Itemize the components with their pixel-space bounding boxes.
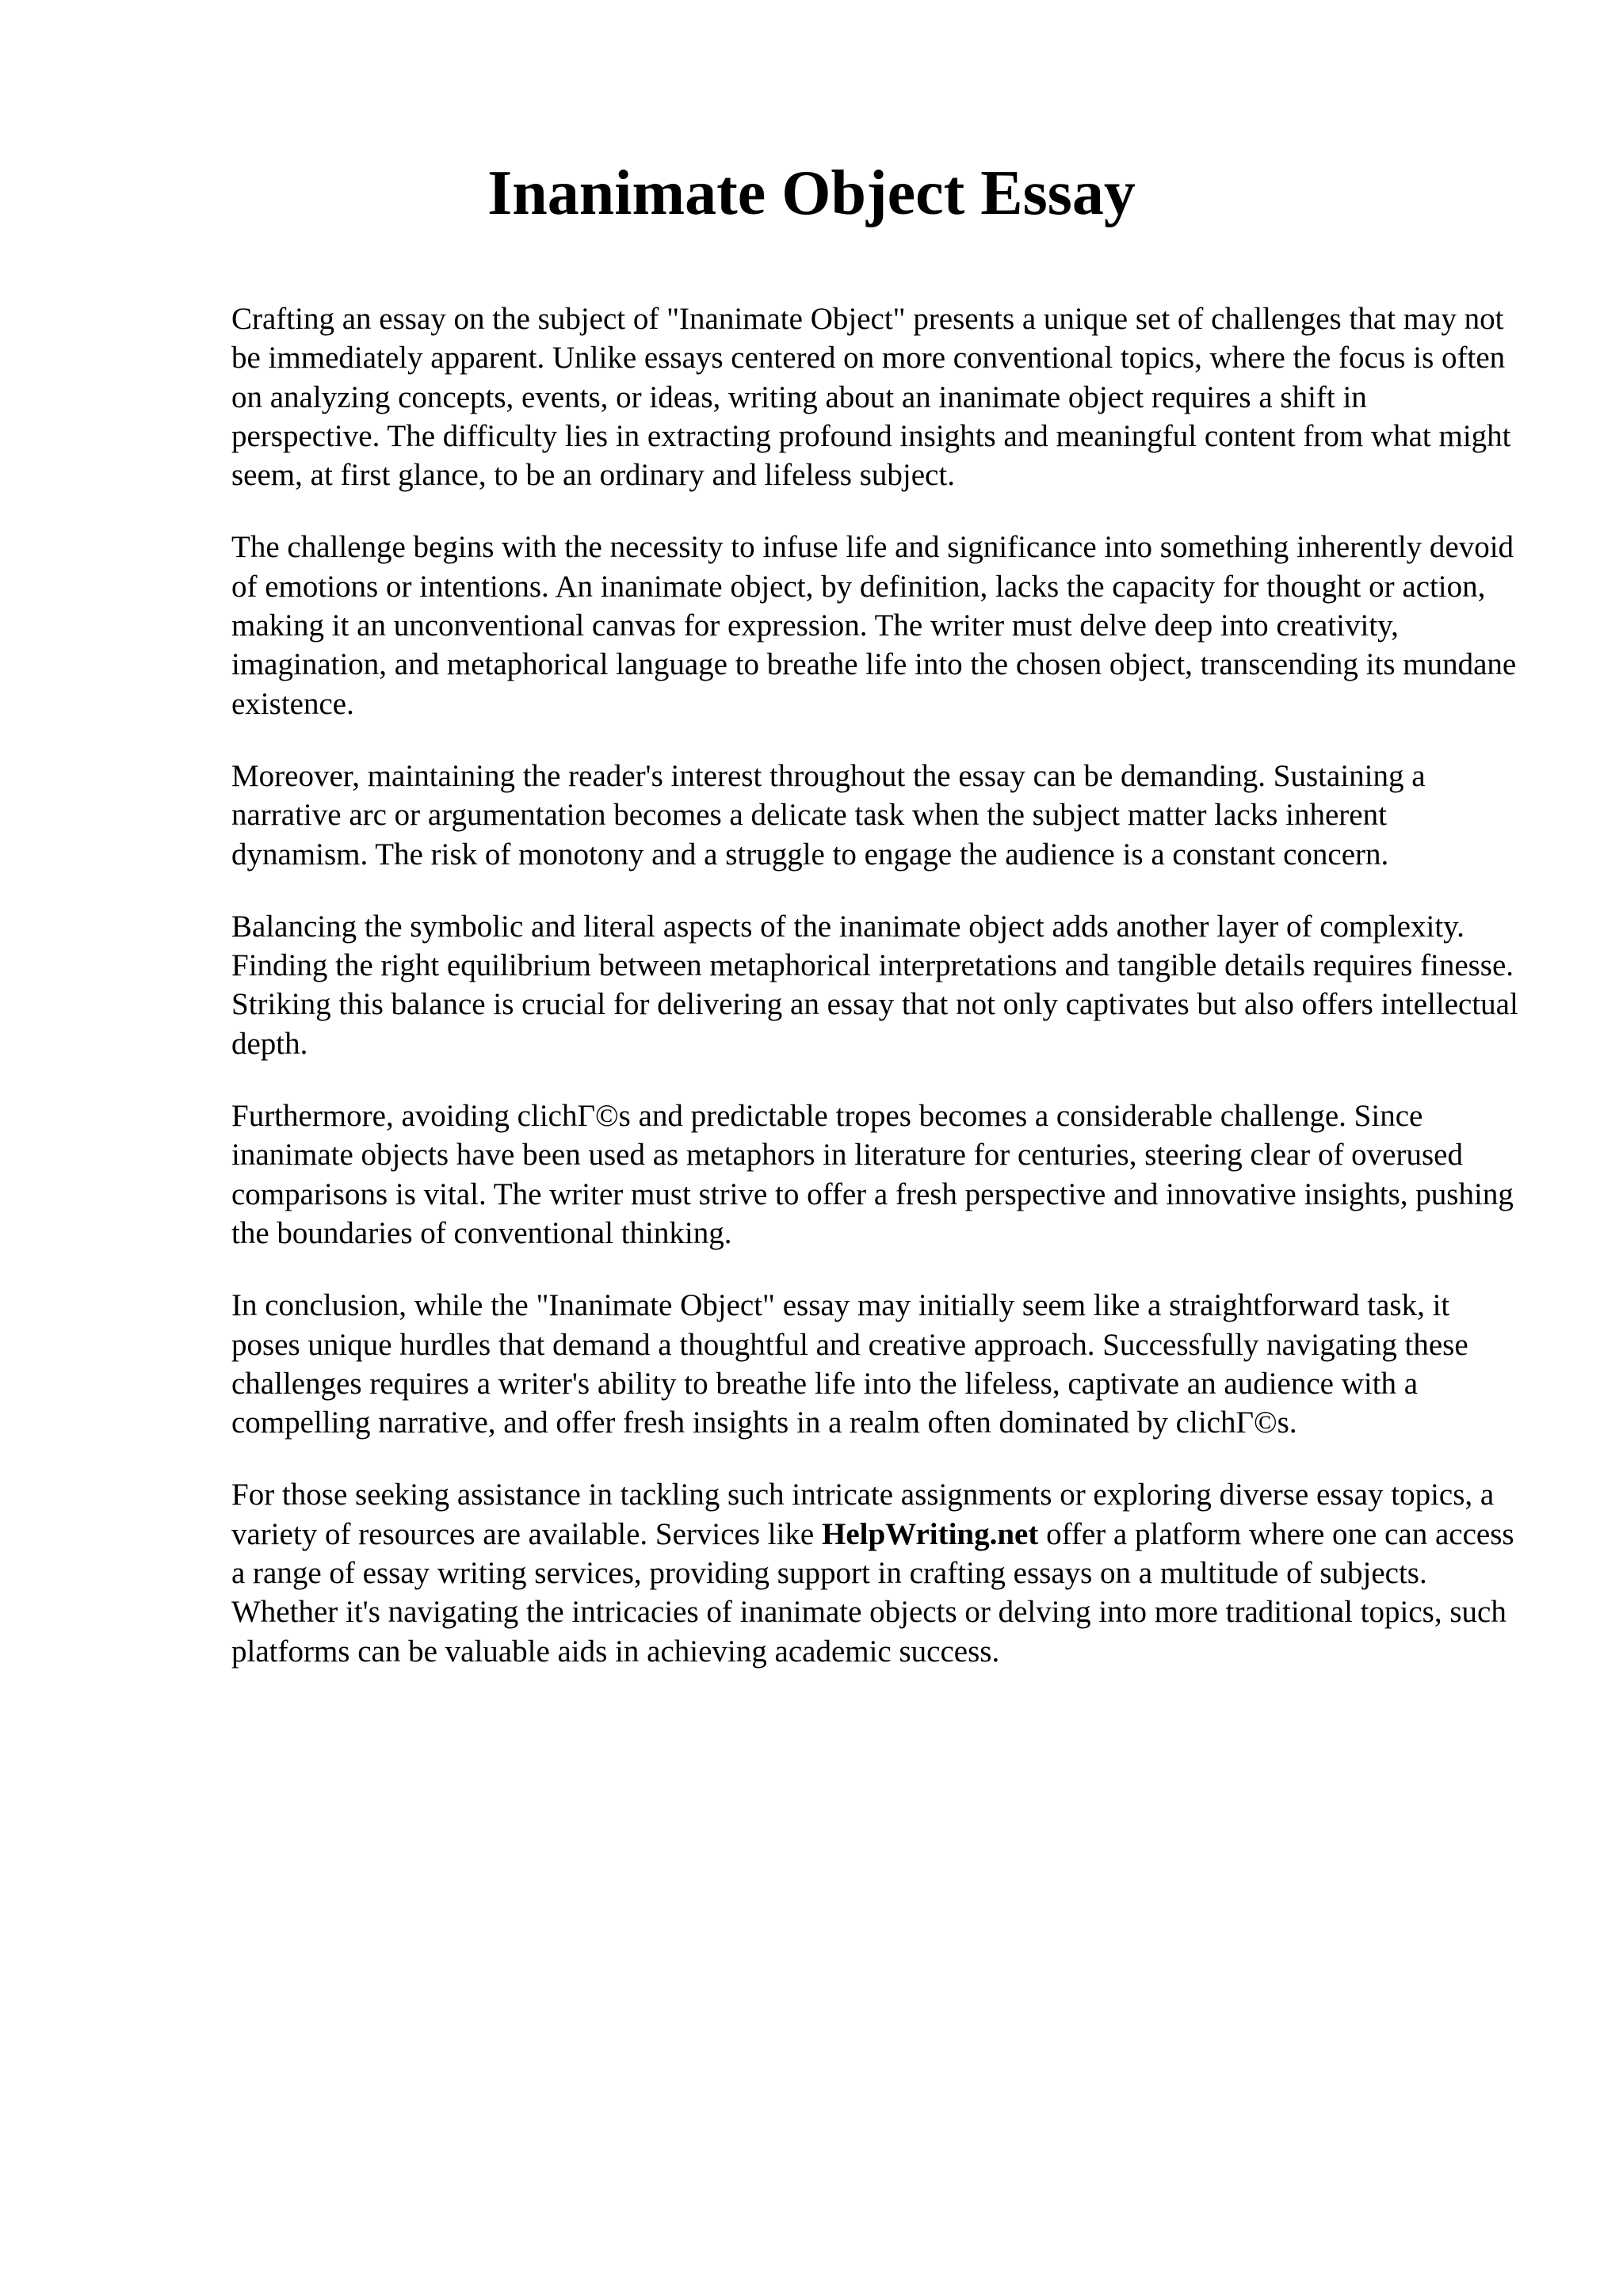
document-title: Inanimate Object Essay (487, 158, 1136, 228)
paragraph-7-text-after: offer a platform where one can access a range of essay writing services, providing support in crafting essays on a multitude of subjects. Whether it's navigating the intricacies of inanimate objects or delving into more traditional topics, such platforms can be valuable aids in achieving academic success. (231, 1516, 1514, 1669)
paragraph-7 (231, 1475, 1522, 1670)
paragraph-2: The challenge begins with the necessity to infuse life and significance into something inherently devoid of emotions or intentions. An inanimate object, by definition, lacks the capacity for thought or action, making it an unconventional canvas for expression. The writer must delve deep into creativity, imagination, and metaphorical language to breathe life into the chosen object, transcending its mundane existence. (231, 530, 1517, 721)
paragraph-7-text-before: For those seeking assistance in tackling such intricate assignments or exploring diverse essay topics, a variety of resources are available. Services like (231, 1478, 1495, 1551)
paragraph-6: In conclusion, while the "Inanimate Object" essay may initially seem like a straightforward task, it poses unique hurdles that demand a thoughtful and creative approach. Successfully navigating these challenges requires a writer's ability to breathe life into the lifeless, captivate an audience with a compelling narrative, and offer fresh insights in a realm often dominated by clichГ©s. (231, 1288, 1468, 1440)
helpwriting-link[interactable]: HelpWriting.net (821, 1516, 1039, 1551)
paragraph-3: Moreover, maintaining the reader's interest throughout the essay can be demanding. Sustaining a narrative arc or argumentation becomes a delicate task when the subject matter lacks inherent dynamism. The risk of monotony and a struggle to engage the audience is a constant concern. (231, 758, 1426, 871)
paragraph-5: Furthermore, avoiding clichГ©s and predictable tropes becomes a considerable challenge. Since inanimate objects have been used as metaphors in literature for centuries, steering clear of overused comparisons is vital. The writer must strive to offer a fresh perspective and innovative insights, pushing the boundaries of conventional thinking. (231, 1099, 1514, 1250)
document-body (231, 299, 1522, 1704)
paragraph-4: Balancing the symbolic and literal aspects of the inanimate object adds another layer of complexity. Finding the right equilibrium between metaphorical interpretations and tangible details requires finesse. Striking this balance is crucial for delivering an essay that not only captivates but also offers intellectual depth. (231, 909, 1518, 1061)
paragraph-1: Crafting an essay on the subject of "Inanimate Object" presents a unique set of challenges that may not be immediately apparent. Unlike essays centered on more conventional topics, where the focus is often on analyzing concepts, events, or ideas, writing about an inanimate object requires a shift in perspective. The difficulty lies in extracting profound insights and meaningful content from what might seem, at first glance, to be an ordinary and lifeless subject. (231, 302, 1511, 493)
